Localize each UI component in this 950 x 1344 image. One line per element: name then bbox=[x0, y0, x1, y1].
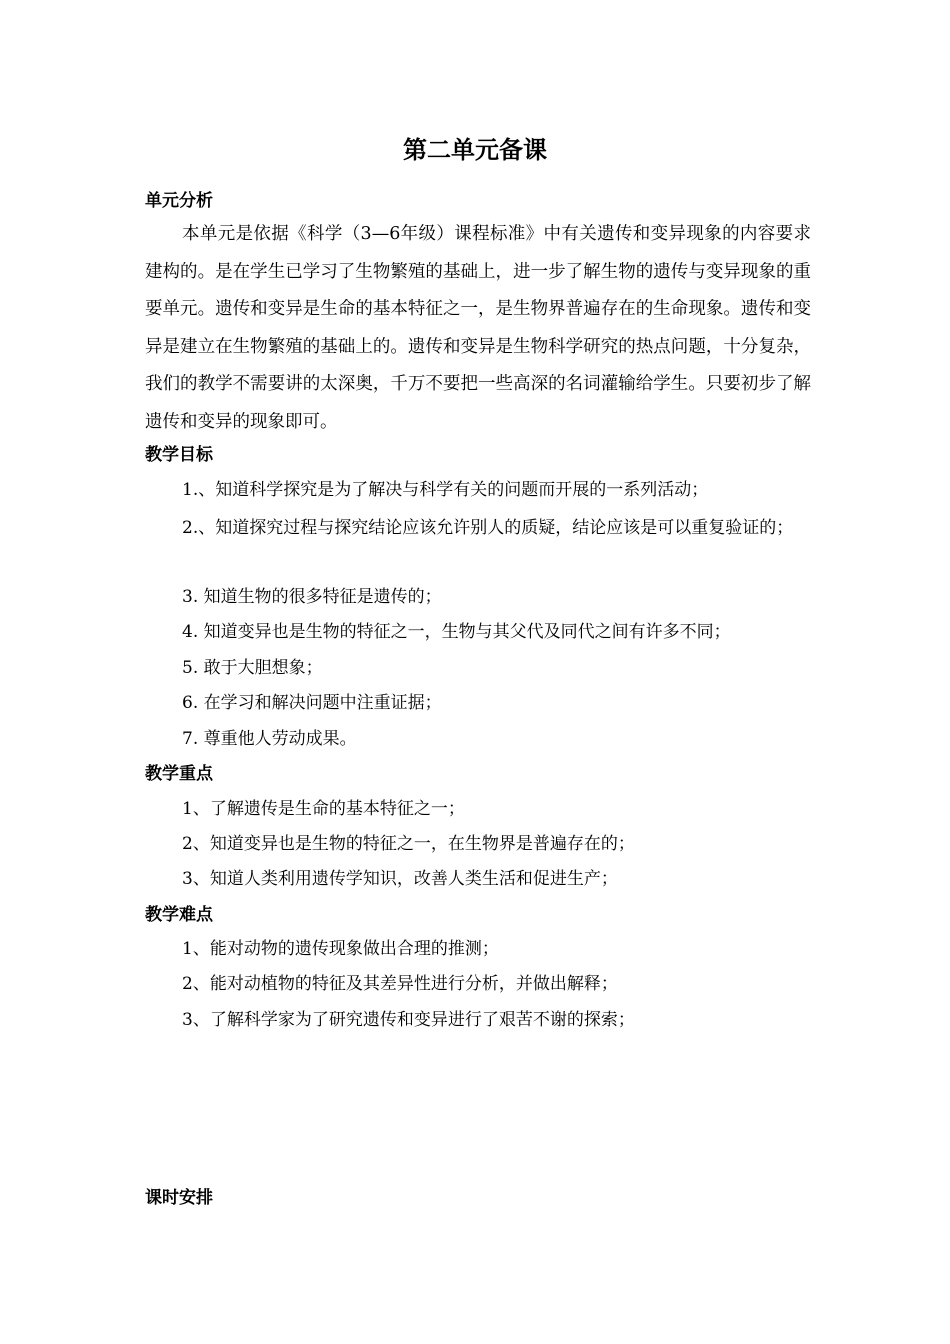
difficulty-item-2: 2、能对动植物的特征及其差异性进行分析，并做出解释； bbox=[182, 974, 618, 994]
page-title: 第二单元备课 bbox=[403, 136, 547, 164]
section-heading-schedule: 课时安排 bbox=[145, 1188, 213, 1208]
goal-item-3: 3. 知道生物的很多特征是遗传的； bbox=[182, 587, 442, 607]
section-heading-analysis: 单元分析 bbox=[145, 191, 213, 211]
section-heading-goals: 教学目标 bbox=[145, 445, 213, 465]
section-heading-difficulties: 教学难点 bbox=[145, 905, 213, 925]
goal-item-4: 4. 知道变异也是生物的特征之一，生物与其父代及同代之间有许多不同； bbox=[182, 622, 731, 642]
section-heading-key-points: 教学重点 bbox=[145, 764, 213, 784]
goal-item-7: 7. 尊重他人劳动成果。 bbox=[182, 729, 357, 749]
goal-item-2: 2.、知道探究过程与探究结论应该允许别人的质疑，结论应该是可以重复验证的； bbox=[182, 518, 794, 538]
goal-item-5: 5. 敢于大胆想象； bbox=[182, 658, 323, 678]
difficulty-item-3: 3、了解科学家为了研究遗传和变异进行了艰苦不谢的探索； bbox=[182, 1010, 635, 1030]
analysis-paragraph: 本单元是依据《科学（3—6年级）课程标准》中有关遗传和变异现象的内容要求建构的。是在学生已学习了生物繁殖的基础上，进一步了解生物的遗传与变异现象的重要单元。遗传和变异是生命的基本特征之一，是生物界普遍存在的生命现象。遗传和变异是建立在生物繁殖的基础上的。遗传和变异是生物科学研究的热点问题，十分复杂，我们的教学不需要讲的太深奥，千万不要把一些高深的名词灌输给学生。只要初步了解遗传和变异的现象即可。 bbox=[145, 224, 811, 432]
goal-item-1: 1.、知道科学探究是为了解决与科学有关的问题而开展的一系列活动； bbox=[182, 480, 709, 500]
goal-item-6: 6. 在学习和解决问题中注重证据； bbox=[182, 693, 442, 713]
key-point-item-1: 1、了解遗传是生命的基本特征之一； bbox=[182, 799, 465, 819]
key-point-item-2: 2、知道变异也是生物的特征之一，在生物界是普遍存在的； bbox=[182, 834, 635, 854]
difficulty-item-1: 1、能对动物的遗传现象做出合理的推测； bbox=[182, 939, 499, 959]
key-point-item-3: 3、知道人类利用遗传学知识，改善人类生活和促进生产； bbox=[182, 869, 618, 889]
